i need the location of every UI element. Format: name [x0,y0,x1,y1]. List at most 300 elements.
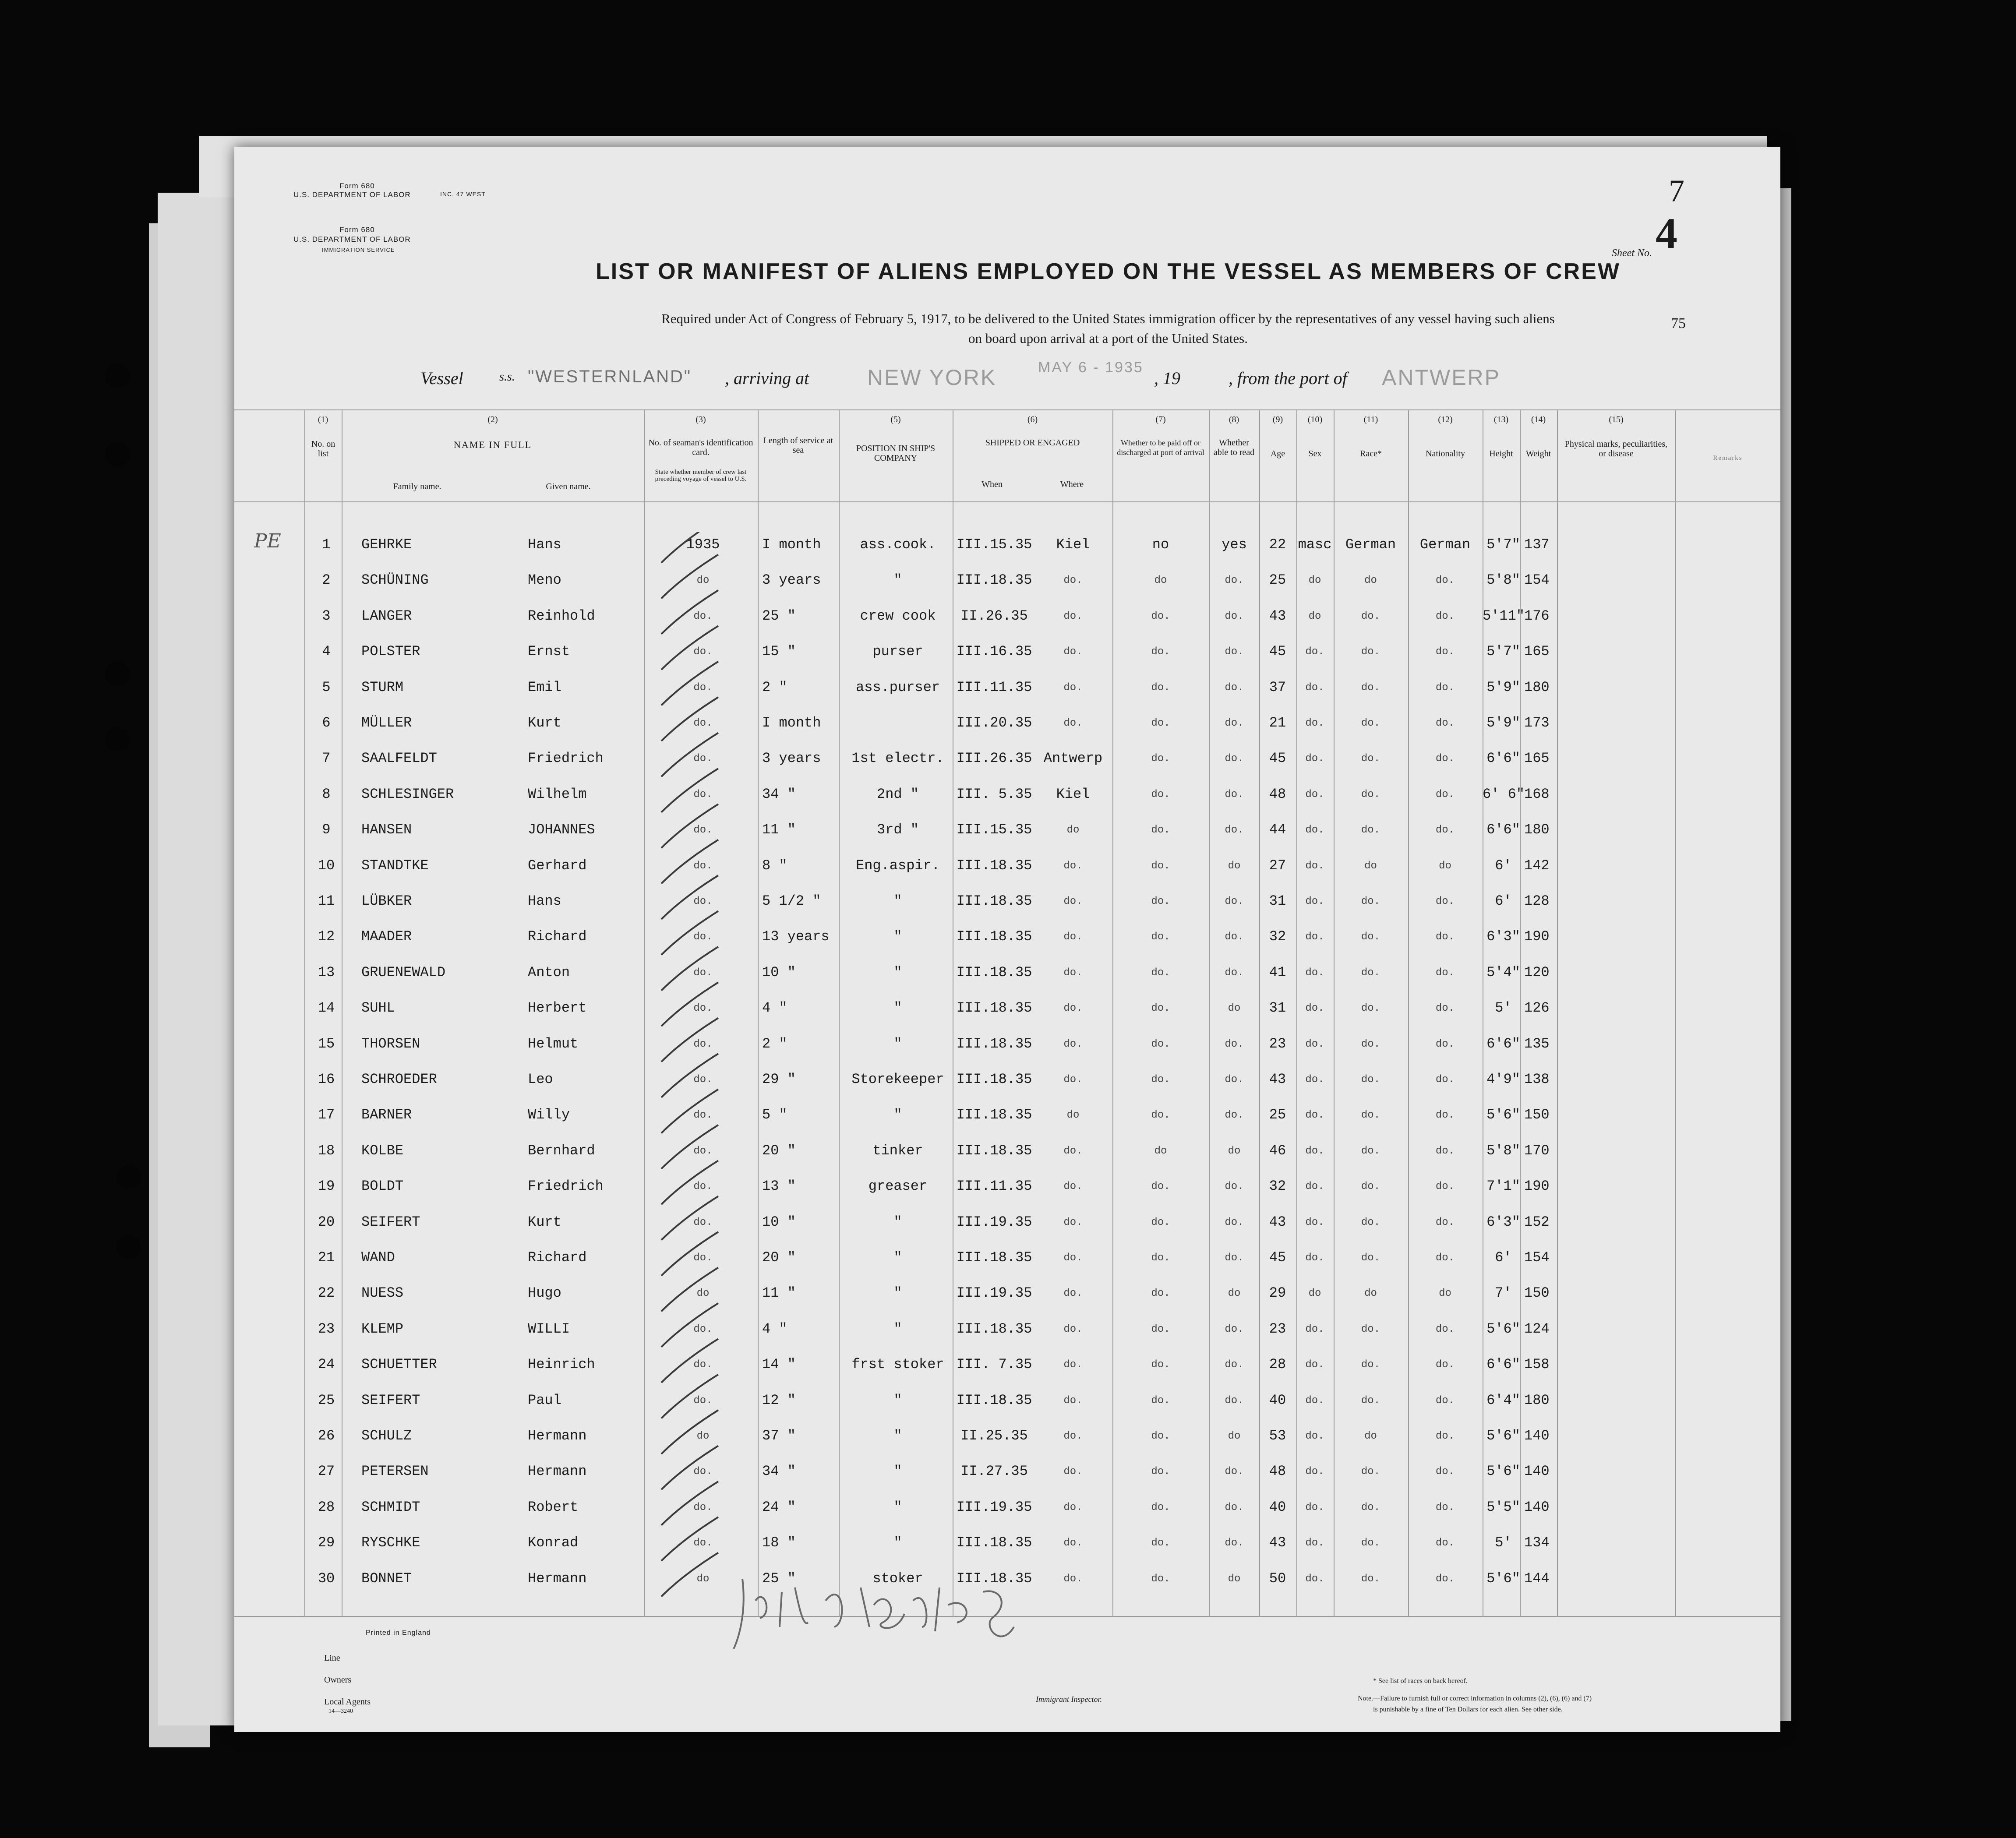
cell-race: do. [1361,1181,1380,1193]
cell-family-name: SAALFELDT [361,750,437,767]
cell-given-name: Friedrich [528,1178,604,1195]
cell-weight: 176 [1524,607,1550,624]
note-line-2: is punishable by a fine of Ten Dollars for each alien. See other side. [1373,1706,1563,1713]
cell-height: 5'4" [1486,964,1520,981]
cell-id-card-entry: do. [693,1501,713,1513]
vessel-prefix: s.s. [499,370,515,384]
cell-age: 48 [1269,1463,1286,1480]
cell-shipped-when: III.18.35 [956,1000,1032,1016]
check-stroke [661,947,718,991]
cell-race: do. [1361,1038,1380,1050]
cell-sex: do. [1305,1501,1324,1513]
check-stroke [661,911,718,955]
cell-race: German [1345,536,1396,553]
cell-able-to-read: do. [1225,967,1244,979]
cell-length-of-service: 18 " [762,1535,796,1551]
cell-paid-off: do. [1151,1181,1170,1193]
cell-weight: 137 [1524,536,1550,553]
punch-hole [105,727,130,751]
cell-position: ass.cook. [860,536,936,553]
cell-length-of-service: 13 " [762,1178,796,1195]
cell-shipped-where: do. [1063,1573,1083,1585]
col-num: (2) [487,415,498,424]
from-label: , from the port of [1229,368,1347,388]
check-stroke [661,1482,718,1525]
check-stroke [661,554,718,598]
cell-position: Storekeeper [851,1071,944,1087]
cell-length-of-service: 5 " [762,1107,787,1123]
table-row [234,608,1780,643]
cell-list-number: 16 [318,1071,335,1087]
cell-height: 5'6" [1486,1320,1520,1337]
cell-paid-off: do. [1151,824,1170,836]
cell-nationality: do. [1435,931,1455,943]
cell-shipped-when: III.18.35 [956,1035,1032,1052]
cell-id-card-entry: do. [693,610,713,622]
cell-id-card-entry: do. [693,1537,713,1549]
check-stroke [661,1232,718,1276]
cell-length-of-service: 14 " [762,1356,796,1373]
cell-race: do. [1361,788,1380,801]
cell-nationality: do. [1435,1109,1455,1122]
col-num: (5) [890,415,901,424]
check-stroke [661,840,718,884]
from-port: ANTWERP [1382,365,1501,390]
cell-height: 5'6" [1486,1570,1520,1587]
cell-race: do. [1361,1109,1380,1122]
cell-list-number: 5 [322,679,331,695]
check-stroke [661,1410,718,1454]
cell-nationality: do [1439,1288,1451,1300]
cell-id-card-entry: do [696,1430,710,1442]
table-row [234,928,1780,964]
cell-nationality: do. [1435,1074,1455,1086]
cell-sex: do. [1305,1181,1324,1193]
table-row [234,572,1780,607]
col-num: (3) [696,415,706,424]
cell-nationality: do. [1435,1359,1455,1371]
cell-race: do [1364,860,1377,872]
cell-given-name: Wilhelm [528,786,587,802]
table-row [234,1428,1780,1463]
cell-paid-off: no [1152,536,1169,553]
cell-paid-off: do. [1151,1501,1170,1513]
cell-shipped-when: III.15.35 [956,822,1032,838]
cell-able-to-read: do. [1225,1038,1244,1050]
cell-position: frst stoker [851,1356,944,1373]
table-row [234,964,1780,1000]
cell-list-number: 8 [322,786,331,802]
cell-height: 6'3" [1486,1214,1520,1230]
cell-id-card-entry: 1935 [686,536,720,553]
cell-length-of-service: 3 years [762,750,821,767]
cell-family-name: LÜBKER [361,893,412,909]
col-num: (1) [318,415,328,424]
cell-weight: 140 [1524,1499,1550,1515]
subtitle-line-1: Required under Act of Congress of February 5, 1917, to be delivered to the United States immigration officer by the representatives of any vessel having such aliens [661,311,1555,326]
table-row [234,1285,1780,1320]
cell-weight: 165 [1524,643,1550,660]
cell-paid-off: do [1154,1145,1167,1157]
cell-list-number: 13 [318,964,335,981]
cell-id-card-entry: do. [693,1038,713,1050]
cell-given-name: Anton [528,964,570,981]
note-race: * See list of races on back hereof. [1373,1677,1468,1685]
cell-able-to-read: do. [1225,1109,1244,1122]
cell-age: 21 [1269,715,1286,731]
cell-sex: do. [1305,860,1324,872]
cell-height: 5'8" [1486,572,1520,589]
cell-shipped-where: do. [1063,610,1083,622]
cell-paid-off: do. [1151,896,1170,907]
header-family-name: Family name. [393,482,441,491]
cell-id-card-entry: do. [693,896,713,907]
cell-shipped-when: III.18.35 [956,1535,1032,1551]
cell-position: ass.purser [855,679,940,695]
header-read: Whether able to read [1213,438,1255,457]
cell-id-card-entry: do. [693,824,713,836]
table-row [234,1143,1780,1178]
check-stroke [661,875,718,919]
table-row [234,893,1780,928]
cell-position: " [893,1392,902,1408]
cell-weight: 138 [1524,1071,1550,1087]
cell-list-number: 11 [318,893,335,909]
cell-given-name: Hermann [528,1428,587,1444]
cell-shipped-where: Kiel [1056,786,1090,802]
cell-family-name: BOLDT [361,1178,404,1195]
cell-sex: do. [1305,717,1324,729]
cell-given-name: Meno [528,572,561,589]
cell-family-name: MAADER [361,928,412,945]
table-row [234,1392,1780,1428]
cell-paid-off: do. [1151,610,1170,622]
check-stroke [661,1446,718,1489]
cell-given-name: WILLI [528,1320,570,1337]
cell-age: 45 [1269,643,1286,660]
cell-nationality: do. [1435,1394,1455,1407]
cell-given-name: Richard [528,928,587,945]
cell-id-card-entry: do. [693,1216,713,1228]
cell-sex: do. [1305,681,1324,694]
cell-paid-off: do. [1151,1466,1170,1478]
cell-weight: 140 [1524,1428,1550,1444]
cell-nationality: do. [1435,717,1455,729]
punch-hole [105,661,130,686]
cell-race: do [1364,1430,1377,1442]
cell-length-of-service: 20 " [762,1142,796,1159]
col-num: (12) [1438,415,1453,424]
cell-sex: do. [1305,753,1324,765]
check-stroke [661,1018,718,1062]
cell-age: 31 [1269,893,1286,909]
year-label: , 19 [1154,368,1180,388]
cell-shipped-when: III.11.35 [956,1178,1032,1195]
cell-shipped-where: do. [1063,1359,1083,1371]
footer-form-code: 14—3240 [328,1708,353,1715]
cell-race: do. [1361,1466,1380,1478]
cell-race: do. [1361,610,1380,622]
cell-sex: do. [1305,1359,1324,1371]
cell-shipped-when: III.18.35 [956,1392,1032,1408]
check-stroke [661,1339,718,1383]
cell-family-name: SCHLESINGER [361,786,454,802]
cell-shipped-where: do. [1063,1288,1083,1300]
cell-list-number: 4 [322,643,331,660]
cell-shipped-where: do [1066,824,1080,836]
cell-family-name: RYSCHKE [361,1535,420,1551]
header-id-card: No. of seaman's identification card. [648,438,753,457]
cell-age: 37 [1269,679,1286,695]
cell-shipped-where: Antwerp [1043,750,1103,767]
cell-shipped-when: III.15.35 [956,536,1032,553]
cell-height: 5'9" [1486,715,1520,731]
cell-id-card-entry: do. [693,1074,713,1086]
cell-id-card-entry: do. [693,717,713,729]
cell-shipped-where: do. [1063,1252,1083,1264]
cell-able-to-read: do. [1225,1074,1244,1086]
cell-paid-off: do. [1151,1323,1170,1335]
cell-weight: 154 [1524,572,1550,589]
cell-shipped-where: do. [1063,1466,1083,1478]
header-weight: Weight [1525,449,1551,459]
cell-able-to-read: do. [1225,681,1244,694]
cell-race: do. [1361,681,1380,694]
cell-length-of-service: 13 years [762,928,830,945]
cell-sex: do. [1305,1430,1324,1442]
cell-able-to-read: do [1228,1430,1241,1442]
cell-sex: do. [1305,1145,1324,1157]
cell-height: 5'8" [1486,1142,1520,1159]
cell-length-of-service: 25 " [762,1570,796,1587]
header-nationality: Nationality [1426,449,1465,459]
cell-age: 48 [1269,786,1286,802]
sheet-number: 4 [1656,209,1677,258]
cell-position: " [893,1285,902,1302]
cell-family-name: POLSTER [361,643,420,660]
cell-race: do. [1361,1216,1380,1228]
cell-nationality: do. [1435,1038,1455,1050]
cell-age: 46 [1269,1142,1286,1159]
inspector-signature [729,1561,1036,1658]
cell-position: " [893,572,902,589]
cell-list-number: 21 [318,1249,335,1266]
cell-position: " [893,1107,902,1123]
cell-able-to-read: do. [1225,1537,1244,1549]
header-height: Height [1489,449,1513,459]
cell-id-card-entry: do. [693,1359,713,1371]
table-row [234,1000,1780,1035]
cell-shipped-where: do. [1063,931,1083,943]
arriving-label: , arriving at [725,368,809,388]
table-row [234,786,1780,822]
header-remarks: Remarks [1713,455,1743,462]
cell-height: 7'1" [1486,1178,1520,1195]
cell-list-number: 7 [322,750,331,767]
cell-id-card-entry: do. [693,1181,713,1193]
cell-list-number: 24 [318,1356,335,1373]
cell-length-of-service: 20 " [762,1249,796,1266]
cell-shipped-when: III.11.35 [956,679,1032,695]
table-row [234,715,1780,750]
cell-weight: 150 [1524,1285,1550,1302]
cell-able-to-read: do [1228,1145,1241,1157]
cell-position: " [893,1320,902,1337]
cell-height: 5'11" [1483,607,1525,624]
date-stamp: MAY 6 - 1935 [1038,359,1144,376]
cell-shipped-when: III.18.35 [956,964,1032,981]
cell-paid-off: do. [1151,1002,1170,1015]
col-num: (15) [1609,415,1624,424]
cell-list-number: 20 [318,1214,335,1230]
cell-height: 5' [1495,1535,1512,1551]
cell-able-to-read: do [1228,1288,1241,1300]
cell-list-number: 19 [318,1178,335,1195]
cell-id-card-entry: do. [693,860,713,872]
cell-family-name: HANSEN [361,822,412,838]
table-row [234,1178,1780,1214]
cell-position: " [893,928,902,945]
cell-paid-off: do. [1151,1252,1170,1264]
cell-shipped-when: II.26.35 [960,607,1028,624]
cell-age: 32 [1269,1178,1286,1195]
cell-height: 5' [1495,1000,1512,1016]
cell-height: 6'6" [1486,750,1520,767]
cell-list-number: 25 [318,1392,335,1408]
cell-length-of-service: 3 years [762,572,821,589]
cell-nationality: do. [1435,1181,1455,1193]
cell-paid-off: do [1154,575,1167,587]
cell-family-name: GEHRKE [361,536,412,553]
cell-paid-off: do. [1151,1573,1170,1585]
cell-shipped-when: III.20.35 [956,715,1032,731]
table-row [234,536,1780,572]
cell-nationality: do. [1435,788,1455,801]
cell-given-name: Reinhold [528,607,595,624]
cell-shipped-when: III.18.35 [956,1107,1032,1123]
cell-shipped-where: Kiel [1056,536,1090,553]
table-row [234,1499,1780,1535]
cell-family-name: STANDTKE [361,857,429,874]
table-row [234,1071,1780,1107]
cell-weight: 165 [1524,750,1550,767]
cell-shipped-where: do. [1063,1145,1083,1157]
cell-shipped-where: do. [1063,1537,1083,1549]
cell-weight: 154 [1524,1249,1550,1266]
cell-length-of-service: 34 " [762,1463,796,1480]
check-stroke [661,804,718,848]
cell-position: " [893,893,902,909]
header-bottom-line [234,501,1780,502]
cell-family-name: PETERSEN [361,1463,429,1480]
table-row [234,1249,1780,1285]
table-top-line [234,409,1780,410]
cell-position: 1st electr. [851,750,944,767]
cell-id-card-entry: do. [693,753,713,765]
cell-position: " [893,1249,902,1266]
check-stroke [661,1267,718,1311]
cell-race: do. [1361,1501,1380,1513]
cell-shipped-where: do. [1063,1323,1083,1335]
cell-able-to-read: do. [1225,610,1244,622]
cell-weight: 158 [1524,1356,1550,1373]
cell-length-of-service: 5 1/2 " [762,893,821,909]
cell-age: 23 [1269,1035,1286,1052]
col-num: (7) [1155,415,1166,424]
table-row [234,750,1780,786]
cell-shipped-when: III. 5.35 [956,786,1032,802]
cell-race: do. [1361,646,1380,658]
cell-family-name: SCHMIDT [361,1499,420,1515]
cell-height: 5'7" [1486,643,1520,660]
cell-given-name: Kurt [528,715,561,731]
cell-length-of-service: 29 " [762,1071,796,1087]
cell-nationality: do. [1435,1145,1455,1157]
cell-id-card-entry: do. [693,1394,713,1407]
cell-given-name: Hermann [528,1570,587,1587]
cell-age: 43 [1269,607,1286,624]
check-stroke [661,982,718,1026]
cell-paid-off: do. [1151,1074,1170,1086]
cell-age: 25 [1269,1107,1286,1123]
cell-given-name: Robert [528,1499,579,1515]
cell-race: do. [1361,896,1380,907]
cell-list-number: 18 [318,1142,335,1159]
cell-able-to-read: yes [1222,536,1247,553]
cell-length-of-service: I month [762,536,821,553]
cell-sex: do. [1305,1252,1324,1264]
cell-length-of-service: 2 " [762,679,787,695]
cell-position: Eng.aspir. [855,857,940,874]
cell-position: stoker [872,1570,923,1587]
cell-given-name: Kurt [528,1214,561,1230]
cell-shipped-where: do. [1063,967,1083,979]
table-row [234,1356,1780,1392]
cell-nationality: do. [1435,1002,1455,1015]
cell-position: greaser [868,1178,928,1195]
cell-sex: do. [1305,1394,1324,1407]
col-num: (6) [1027,415,1038,424]
manifest-page [234,147,1780,1732]
cell-sex: do [1308,1288,1321,1300]
cell-weight: 124 [1524,1320,1550,1337]
check-stroke [661,532,718,563]
cell-family-name: STURM [361,679,404,695]
cell-sex: do. [1305,1074,1324,1086]
table-row [234,679,1780,715]
cell-able-to-read: do. [1225,788,1244,801]
cell-able-to-read: do [1228,1573,1241,1585]
cell-family-name: SEIFERT [361,1392,420,1408]
col-num: (10) [1307,415,1323,424]
cell-list-number: 17 [318,1107,335,1123]
cell-nationality: do [1439,860,1451,872]
cell-able-to-read: do. [1225,1216,1244,1228]
cell-able-to-read: do. [1225,1252,1244,1264]
cell-id-card-entry: do [696,575,710,587]
id-card-check-strokes [644,532,758,1627]
cell-given-name: Richard [528,1249,587,1266]
cell-weight: 180 [1524,679,1550,695]
cell-able-to-read: do. [1225,717,1244,729]
check-stroke [661,1196,718,1240]
cell-list-number: 9 [322,822,331,838]
cell-age: 44 [1269,822,1286,838]
cell-sex: do. [1305,1466,1324,1478]
cell-shipped-when: III.18.35 [956,1249,1032,1266]
cell-family-name: SCHROEDER [361,1071,437,1087]
cell-age: 50 [1269,1570,1286,1587]
